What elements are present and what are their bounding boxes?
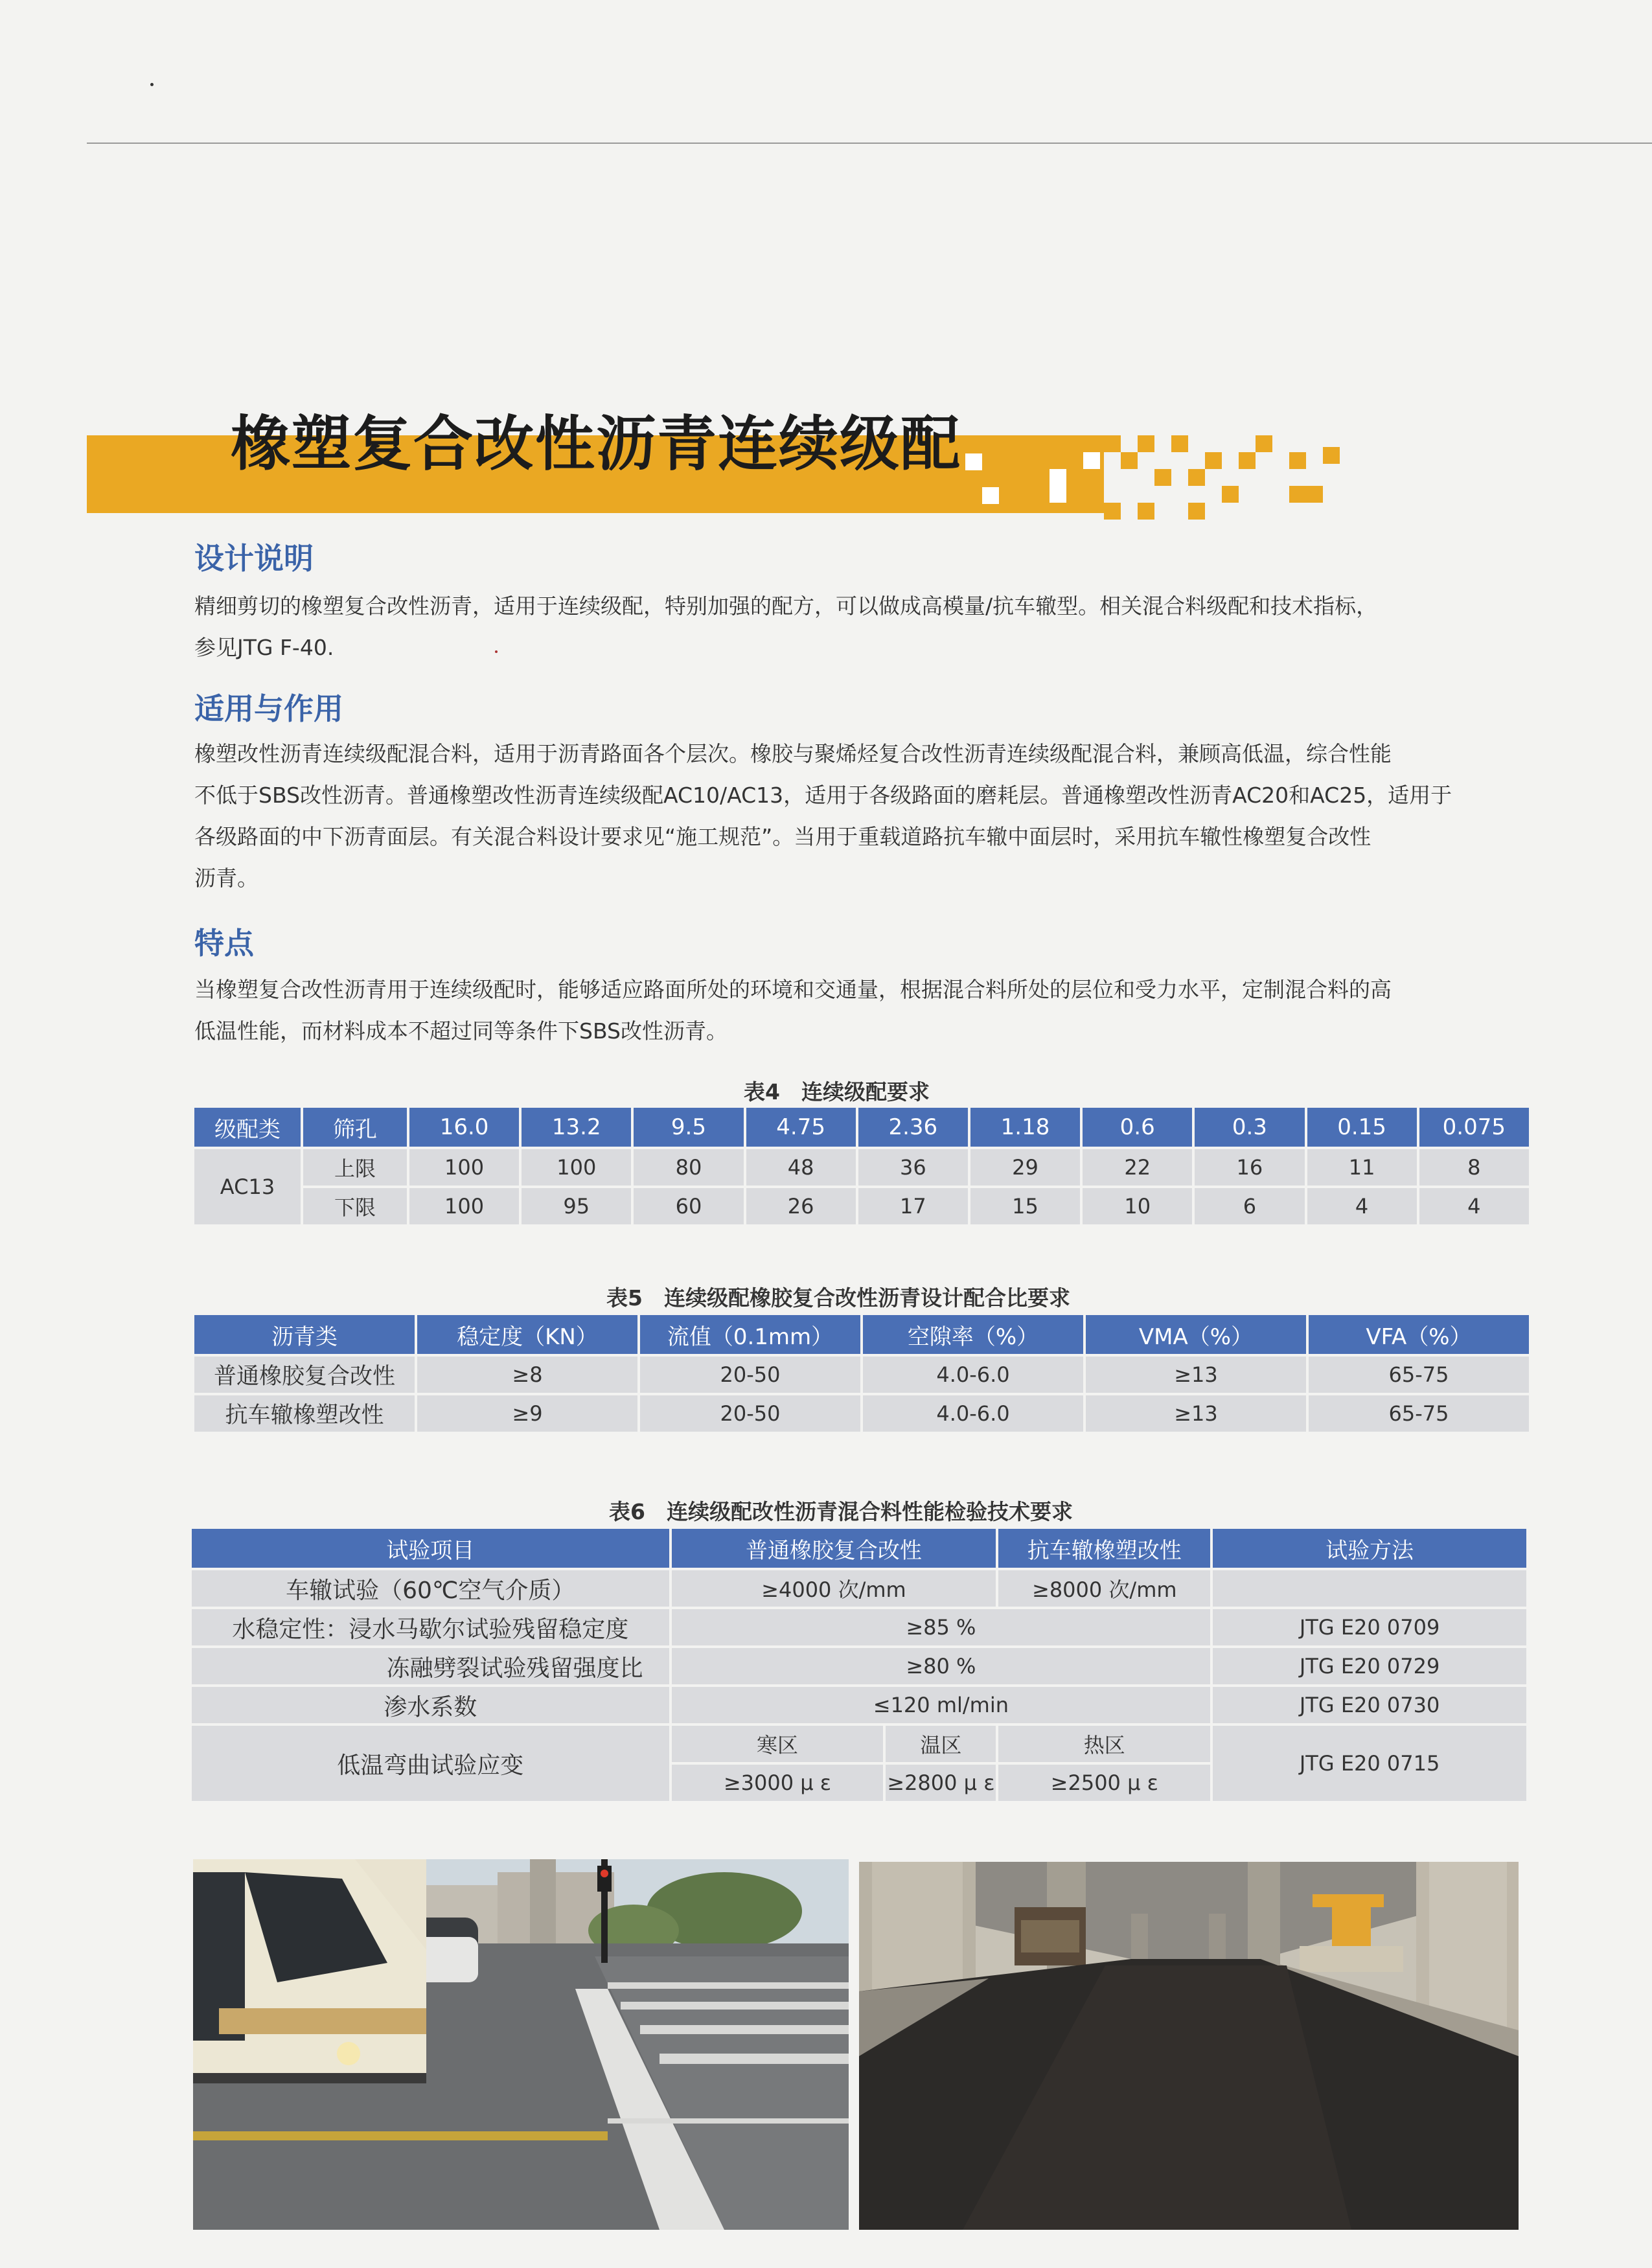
table-cell: 热区 — [998, 1726, 1210, 1762]
table-cell: ≤120 ml/min — [672, 1687, 1211, 1723]
table-cell: 20-50 — [640, 1395, 860, 1432]
table-cell: JTG E20 0709 — [1213, 1609, 1526, 1645]
table-cell: 上限 — [303, 1149, 407, 1186]
table-cell: ≥2500 μ ε — [998, 1765, 1210, 1801]
street-crossing-photo — [193, 1859, 849, 2230]
table-row — [192, 1570, 1526, 1607]
table-cell: 4 — [1307, 1188, 1417, 1224]
table-header-row — [194, 1108, 1529, 1147]
table-cell: AC13 — [194, 1149, 301, 1224]
table-cell: ≥2800 μ ε — [886, 1765, 996, 1801]
table-row — [192, 1648, 1526, 1684]
table-header-cell: 空隙率（%） — [863, 1315, 1083, 1354]
table-cell: 16 — [1195, 1149, 1304, 1186]
features-heading: 特点 — [194, 926, 254, 961]
table-header-cell: 2.36 — [858, 1108, 968, 1147]
table-row — [194, 1395, 1529, 1432]
table5-caption: 表5 连续级配橡胶复合改性沥青设计配合比要求 — [606, 1285, 1070, 1311]
table-cell: ≥80 % — [672, 1648, 1211, 1684]
table-header-cell: 沥青类 — [194, 1315, 415, 1354]
table-header-cell: 1.18 — [970, 1108, 1080, 1147]
table-cell: JTG E20 0729 — [1213, 1648, 1526, 1684]
table-header-cell: 试验方法 — [1213, 1529, 1526, 1568]
table-header-cell: 4.75 — [746, 1108, 856, 1147]
table-cell: 100 — [409, 1149, 519, 1186]
table-cell: ≥3000 μ ε — [672, 1765, 884, 1801]
grading-table — [192, 1105, 1532, 1227]
table-cell: 100 — [409, 1188, 519, 1224]
table-header-cell: 级配类 — [194, 1108, 301, 1147]
table-row — [192, 1726, 1526, 1762]
table-header-cell: 抗车辙橡塑改性 — [998, 1529, 1210, 1568]
features-text: 当橡塑复合改性沥青用于连续级配时，能够适应路面所处的环境和交通量，根据混合料所处的层位和受力水平，定制混合料的高 低温性能，而材料成本不超过同等条件下SBS改性沥青。 — [194, 977, 1392, 1044]
table-cell: 抗车辙橡塑改性 — [194, 1395, 415, 1432]
table-cell: 65-75 — [1309, 1395, 1529, 1432]
usage-text: 橡塑改性沥青连续级配混合料，适用于沥青路面各个层次。橡胶与聚烯烃复合改性沥青连续级配混合料，兼顾高低温，综合性能 不低于SBS改性沥青。普通橡塑改性沥青连续级配AC10/AC13，适用于各级路面的磨耗层。普通橡塑改性沥青AC20和AC25，适用于 各级路面的中下沥青面层。有关混合料设计要求见“施工规范”。当用于重载道路抗车辙中面层时，采用抗车辙性橡塑复合改性 沥青。 — [194, 741, 1452, 891]
table-cell: 100 — [522, 1149, 631, 1186]
table-cell: 95 — [522, 1188, 631, 1224]
table-cell: ≥4000 次/mm — [672, 1570, 996, 1607]
table-row — [192, 1609, 1526, 1645]
page-title: 橡塑复合改性沥青连续级配 — [231, 409, 962, 479]
table4-caption: 表4 连续级配要求 — [744, 1079, 930, 1105]
table-cell: ≥8 — [417, 1357, 637, 1393]
table-cell: 36 — [858, 1149, 968, 1186]
table-cell: 渗水系数 — [192, 1687, 669, 1723]
table-header-cell: 9.5 — [634, 1108, 743, 1147]
table-cell: 8 — [1419, 1149, 1529, 1186]
table-header-cell: 筛孔 — [303, 1108, 407, 1147]
table-cell: 26 — [746, 1188, 856, 1224]
table-cell: JTG E20 0715 — [1213, 1726, 1526, 1801]
table-cell: 温区 — [886, 1726, 996, 1762]
scan-speck — [150, 83, 154, 86]
table-cell — [1213, 1570, 1526, 1607]
table-header-cell: VFA（%） — [1309, 1315, 1529, 1354]
table-header-cell: 试验项目 — [192, 1529, 669, 1568]
table-cell: ≥85 % — [672, 1609, 1211, 1645]
table-cell: ≥13 — [1086, 1357, 1306, 1393]
table-cell: 17 — [858, 1188, 968, 1224]
table-header-row — [192, 1529, 1526, 1568]
table-header-cell: 13.2 — [522, 1108, 631, 1147]
table-header-cell: 0.15 — [1307, 1108, 1417, 1147]
table-cell: 4.0-6.0 — [863, 1395, 1083, 1432]
table-cell: 22 — [1083, 1149, 1192, 1186]
usage-heading: 适用与作用 — [194, 691, 343, 726]
performance-table — [189, 1526, 1529, 1804]
table-header-cell: 0.6 — [1083, 1108, 1192, 1147]
design-text: 精细剪切的橡塑复合改性沥青，适用于连续级配，特别加强的配方，可以做成高模量/抗车辙型。相关混合料级配和技术指标， 参见JTG F-40. — [194, 593, 1378, 660]
table-row — [194, 1357, 1529, 1393]
table-header-cell: 普通橡胶复合改性 — [672, 1529, 996, 1568]
scan-speck-red — [495, 650, 498, 653]
table-cell: 寒区 — [672, 1726, 884, 1762]
table-cell: 65-75 — [1309, 1357, 1529, 1393]
table-header-cell: 稳定度（KN） — [417, 1315, 637, 1354]
table-row — [192, 1687, 1526, 1723]
table-cell: 冻融劈裂试验残留强度比 — [192, 1648, 669, 1684]
table-cell: 60 — [634, 1188, 743, 1224]
table6-caption: 表6 连续级配改性沥青混合料性能检验技术要求 — [609, 1499, 1073, 1524]
table-cell: ≥9 — [417, 1395, 637, 1432]
table-cell: 29 — [970, 1149, 1080, 1186]
table-cell: 车辙试验（60℃空气介质） — [192, 1570, 669, 1607]
table-cell: 80 — [634, 1149, 743, 1186]
table-cell: 水稳定性：浸水马歇尔试验残留稳定度 — [192, 1609, 669, 1645]
table-cell: 10 — [1083, 1188, 1192, 1224]
table-row — [194, 1149, 1529, 1186]
table-cell: 4.0-6.0 — [863, 1357, 1083, 1393]
table-header-row — [194, 1315, 1529, 1354]
table-header-cell: 流值（0.1mm） — [640, 1315, 860, 1354]
table-cell: 普通橡胶复合改性 — [194, 1357, 415, 1393]
table-cell: ≥13 — [1086, 1395, 1306, 1432]
mix-design-table — [192, 1312, 1532, 1434]
overpass-asphalt-photo — [859, 1862, 1519, 2230]
table-cell: 20-50 — [640, 1357, 860, 1393]
table-header-cell: VMA（%） — [1086, 1315, 1306, 1354]
table-cell: ≥8000 次/mm — [998, 1570, 1210, 1607]
table-cell: 低温弯曲试验应变 — [192, 1726, 669, 1801]
table-cell: 11 — [1307, 1149, 1417, 1186]
table-cell: 下限 — [303, 1188, 407, 1224]
table-cell: 4 — [1419, 1188, 1529, 1224]
table-cell: JTG E20 0730 — [1213, 1687, 1526, 1723]
table-header-cell: 0.075 — [1419, 1108, 1529, 1147]
table-cell: 48 — [746, 1149, 856, 1186]
table-cell: 15 — [970, 1188, 1080, 1224]
table-header-cell: 16.0 — [409, 1108, 519, 1147]
page-top-rule — [87, 143, 1652, 144]
table-cell: 6 — [1195, 1188, 1304, 1224]
table-header-cell: 0.3 — [1195, 1108, 1304, 1147]
table-row — [194, 1188, 1529, 1224]
design-heading: 设计说明 — [194, 541, 314, 576]
